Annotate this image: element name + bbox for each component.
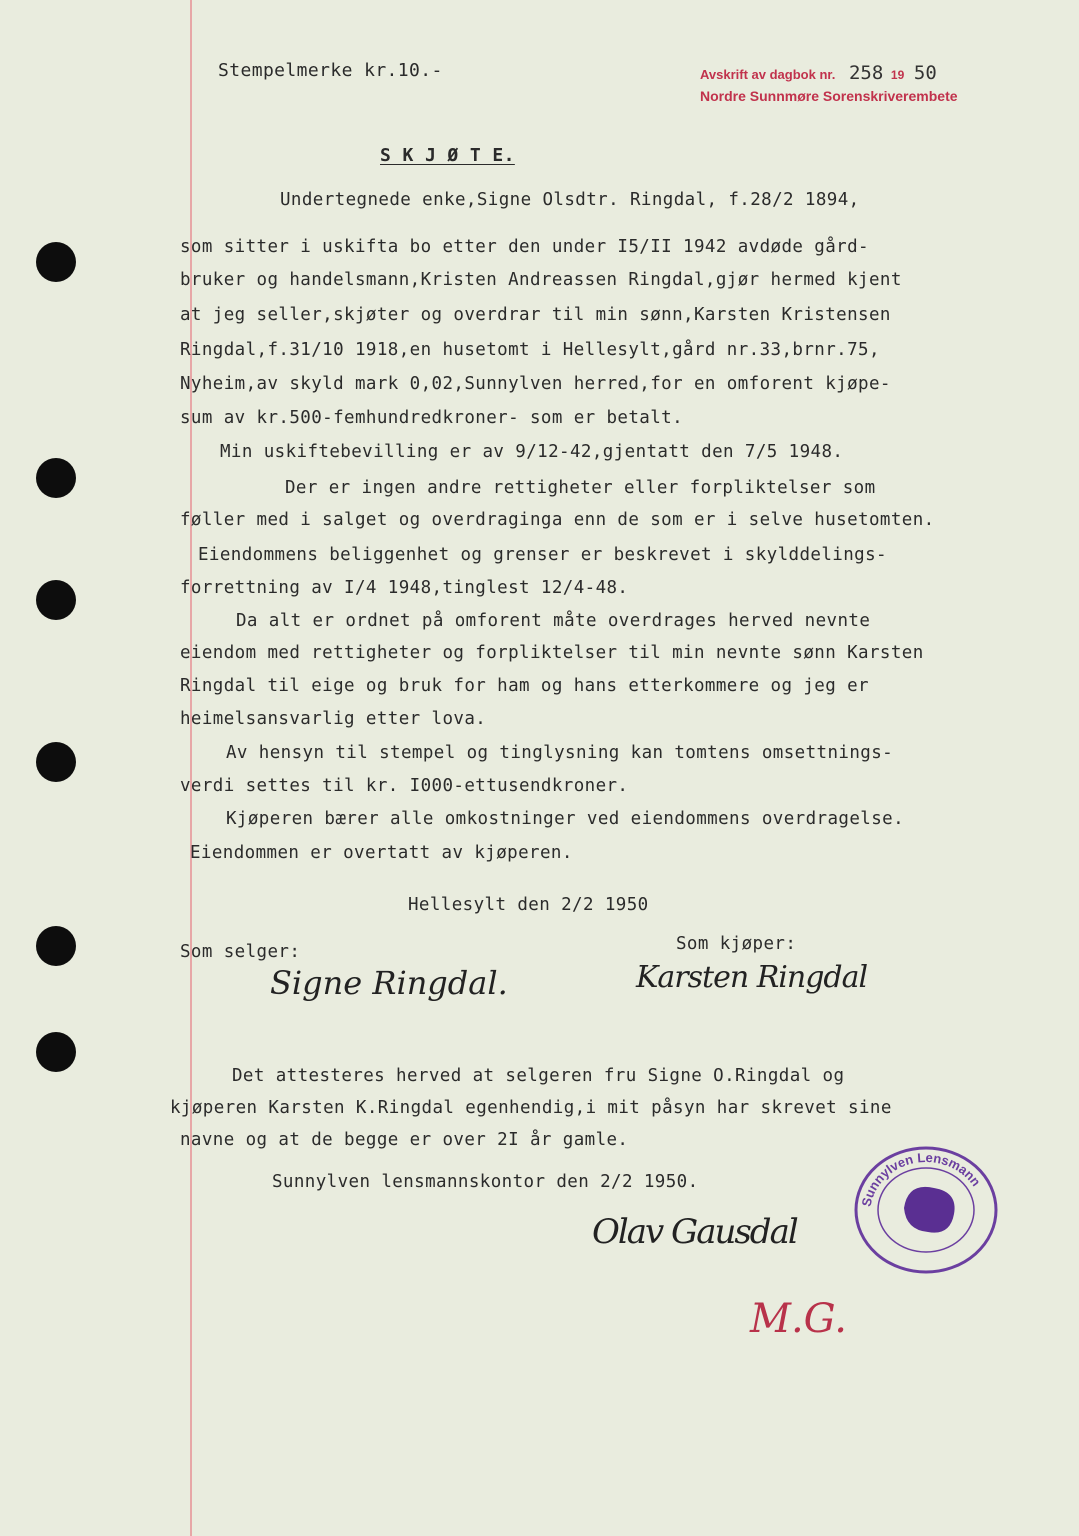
stamp-fee: Stempelmerke kr.10.- xyxy=(218,60,443,81)
official-seal xyxy=(846,1138,1006,1278)
registry-stamp-line1 xyxy=(700,62,937,84)
registry-year: 50 xyxy=(913,62,937,84)
seal-emblem xyxy=(904,1187,955,1233)
punch-hole xyxy=(36,242,76,282)
seal-text: Sunnylven Lensmann xyxy=(858,1149,984,1208)
registry-office: Nordre Sunnmøre Sorenskriverembete xyxy=(700,88,958,104)
text-line: Nyheim,av skyld mark 0,02,Sunnylven herred,for en omforent kjøpe- xyxy=(180,374,891,394)
text-line: sum av kr.500-femhundredkroner- som er betalt. xyxy=(180,408,684,428)
buyer-label: Som kjøper: xyxy=(676,934,797,954)
seller-signature: Signe Ringdal. xyxy=(270,964,508,1002)
text-line: Eiendommens beliggenhet og grenser er beskrevet i skylddelings- xyxy=(198,545,887,565)
text-line: Da alt er ordnet på omforent måte overdrages herved nevnte xyxy=(236,611,871,631)
text-line: som sitter i uskifta bo etter den under I5/II 1942 avdøde gård- xyxy=(180,237,869,257)
text-line: Ringdal,f.31/10 1918,en husetomt i Hellesylt,gård nr.33,brnr.75, xyxy=(180,340,880,360)
text-line: verdi settes til kr. I000-ettusendkroner. xyxy=(180,776,629,796)
text-line: Kjøperen bærer alle omkostninger ved eiendommens overdragelse. xyxy=(226,809,905,829)
text-line: Der er ingen andre rettigheter eller forpliktelser som xyxy=(285,478,876,498)
punch-hole xyxy=(36,458,76,498)
official-signature: Olav Gausdal xyxy=(592,1212,797,1252)
text-line: heimelsansvarlig etter lova. xyxy=(180,709,487,729)
punch-hole xyxy=(36,580,76,620)
text-line: Min uskiftebevilling er av 9/12-42,gjentatt den 7/5 1948. xyxy=(220,442,844,462)
text-line: forrettning av I/4 1948,tinglest 12/4-48. xyxy=(180,578,629,598)
text-line: at jeg seller,skjøter og overdrar til min sønn,Karsten Kristensen xyxy=(180,305,891,325)
punch-hole xyxy=(36,1032,76,1072)
document-title: S K J Ø T E. xyxy=(380,145,515,166)
buyer-signature: Karsten Ringdal xyxy=(636,960,868,995)
text-line: Av hensyn til stempel og tinglysning kan tomtens omsettnings- xyxy=(226,743,894,763)
initials: M.G. xyxy=(750,1296,847,1342)
attestation-line: navne og at de begge er over 2I år gamle. xyxy=(180,1130,629,1150)
text-line: Ringdal til eige og bruk for ham og hans etterkommere og jeg er xyxy=(180,676,869,696)
text-line: bruker og handelsmann,Kristen Andreassen Ringdal,gjør hermed kjent xyxy=(180,270,902,290)
text-line: Eiendommen er overtatt av kjøperen. xyxy=(190,843,573,863)
registry-prefix: Avskrift av dagbok nr. xyxy=(700,67,836,82)
punch-hole xyxy=(36,926,76,966)
seller-label: Som selger: xyxy=(180,942,301,962)
text-line: føller med i salget og overdraginga enn de som er i selve husetomten. xyxy=(180,510,935,530)
text-line: Undertegnede enke,Signe Olsdtr. Ringdal, f.28/2 1894, xyxy=(280,190,860,210)
attestation-line: kjøperen Karsten K.Ringdal egenhendig,i mit påsyn har skrevet sine xyxy=(170,1098,892,1118)
office-date: Sunnylven lensmannskontor den 2/2 1950. xyxy=(272,1172,699,1192)
registry-number: 258 xyxy=(848,62,884,84)
punch-hole xyxy=(36,742,76,782)
registry-year-label: 19 xyxy=(890,68,905,82)
place-date: Hellesylt den 2/2 1950 xyxy=(408,895,649,915)
attestation-line: Det attesteres herved at selgeren fru Signe O.Ringdal og xyxy=(232,1066,845,1086)
text-line: eiendom med rettigheter og forpliktelser til min nevnte sønn Karsten xyxy=(180,643,924,663)
margin-line xyxy=(190,0,192,1536)
